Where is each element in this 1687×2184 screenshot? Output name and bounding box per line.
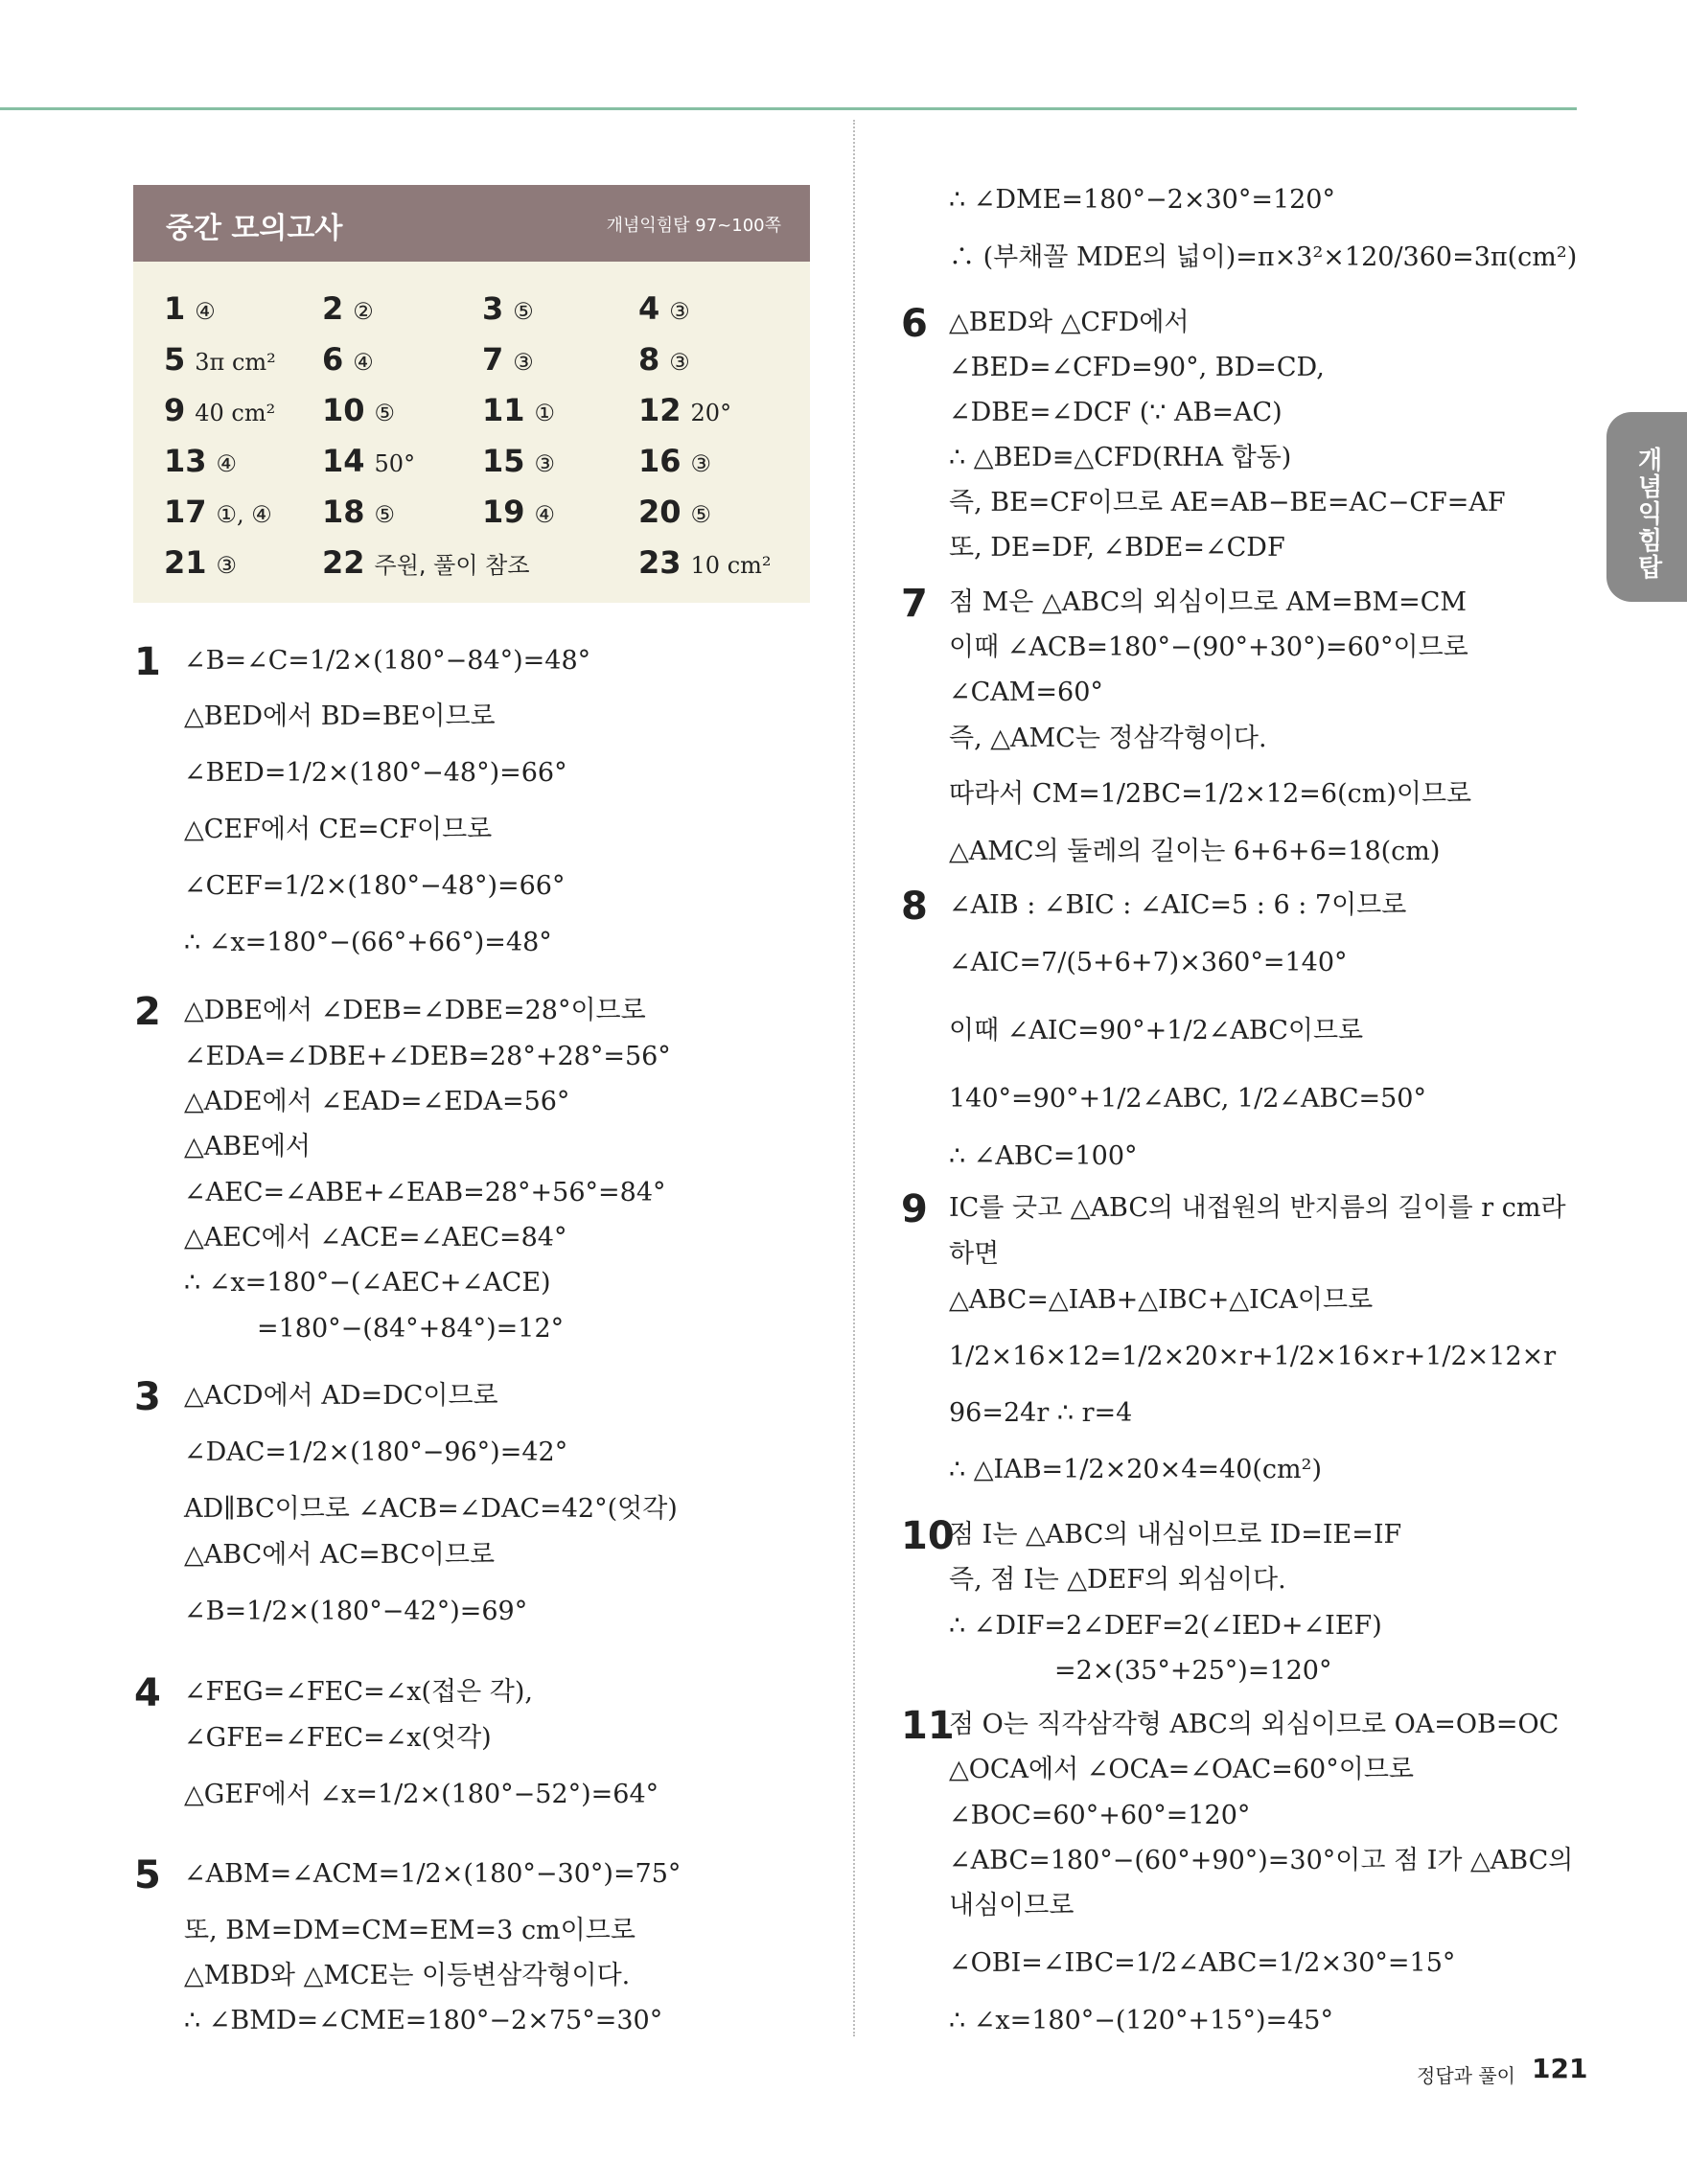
solution-line: ∠EDA=∠DBE+∠DEB=28°+28°=56° <box>184 1042 671 1071</box>
top-rule <box>0 107 1577 110</box>
solution-line: =2×(35°+25°)=120° <box>1054 1656 1332 1686</box>
solution-number: 4 <box>134 1671 161 1715</box>
solution-line: AD∥BC이므로 ∠ACB=∠DAC=42°(엇각) <box>184 1494 678 1524</box>
answer-10: 10 ⑤ <box>322 392 396 428</box>
solution-line: ∠BED=1/2×(180°−48°)=66° <box>184 758 567 788</box>
solution-line: ∴ ∠x=180°−(66°+66°)=48° <box>184 928 552 957</box>
answer-18: 18 ⑤ <box>322 494 396 530</box>
solution-line: ∴ (부채꼴 MDE의 넓이)=π×3²×120/360=3π(cm²) <box>949 242 1578 272</box>
solution-line: 이때 ∠ACB=180°−(90°+30°)=60°이므로 <box>949 632 1468 662</box>
solution-line: △ADE에서 ∠EAD=∠EDA=56° <box>184 1087 570 1116</box>
solution-line: 점 O는 직각삼각형 ABC의 외심이므로 OA=OB=OC <box>949 1710 1560 1739</box>
solution-line: 96=24r ∴ r=4 <box>949 1398 1133 1428</box>
answer-11: 11 ① <box>482 392 556 428</box>
solution-number: 2 <box>134 990 161 1034</box>
solution-line: ∠BOC=60°+60°=120° <box>949 1801 1251 1830</box>
exam-header <box>133 185 810 262</box>
exam-title: 중간 모의고사 <box>166 212 343 245</box>
page-number: 121 <box>1532 2053 1588 2084</box>
solution-line: 이때 ∠AIC=90°+1/2∠ABC이므로 <box>949 1016 1364 1046</box>
answer-19: 19 ④ <box>482 494 556 530</box>
solution-line: 140°=90°+1/2∠ABC, 1/2∠ABC=50° <box>949 1084 1426 1114</box>
solution-number: 11 <box>901 1704 955 1748</box>
column-divider <box>853 120 855 2036</box>
solution-line: ∠AIB : ∠BIC : ∠AIC=5 : 6 : 7이므로 <box>949 890 1407 920</box>
solution-line: ∠FEG=∠FEC=∠x(접은 각), <box>184 1677 533 1707</box>
solution-line: △ACD에서 AD=DC이므로 <box>184 1381 498 1411</box>
answer-12: 12 20° <box>638 392 732 428</box>
answer-box <box>133 262 810 603</box>
solution-line: △ABC에서 AC=BC이므로 <box>184 1540 496 1570</box>
solution-line: ∠CEF=1/2×(180°−48°)=66° <box>184 871 566 901</box>
solution-line: ∴ △IAB=1/2×20×4=40(cm²) <box>949 1455 1322 1484</box>
answer-7: 7 ③ <box>482 341 534 378</box>
answer-2: 2 ② <box>322 290 374 327</box>
solution-line: ∠DAC=1/2×(180°−96°)=42° <box>184 1437 568 1467</box>
solution-number: 6 <box>901 302 928 346</box>
solution-line: △GEF에서 ∠x=1/2×(180°−52°)=64° <box>184 1780 659 1809</box>
solution-line: 즉, 점 I는 △DEF의 외심이다. <box>949 1565 1286 1595</box>
solution-line: 또, BM=DM=CM=EM=3 cm이므로 <box>184 1916 636 1945</box>
solution-line: 내심이므로 <box>949 1891 1075 1920</box>
solution-line: ∴ ∠BMD=∠CME=180°−2×75°=30° <box>184 2006 663 2035</box>
solution-line: ∠AIC=7/(5+6+7)×360°=140° <box>949 948 1348 977</box>
solution-line: △AMC의 둘레의 길이는 6+6+6=18(cm) <box>949 837 1441 866</box>
solution-line: △ABE에서 <box>184 1132 311 1161</box>
solution-line: ∴ ∠DME=180°−2×30°=120° <box>949 185 1335 215</box>
solution-line: ∠GFE=∠FEC=∠x(엇각) <box>184 1723 492 1753</box>
answer-21: 21 ③ <box>164 544 238 581</box>
answer-8: 8 ③ <box>638 341 690 378</box>
solution-line: △MBD와 △MCE는 이등변삼각형이다. <box>184 1961 631 1990</box>
exam-ref: 개념익힘탑 97~100쪽 <box>606 216 781 236</box>
answer-5: 5 3π cm² <box>164 341 276 378</box>
solution-line: 1/2×16×12=1/2×20×r+1/2×16×r+1/2×12×r <box>949 1342 1557 1371</box>
solution-line: △DBE에서 ∠DEB=∠DBE=28°이므로 <box>184 996 646 1025</box>
answer-4: 4 ③ <box>638 290 690 327</box>
answer-20: 20 ⑤ <box>638 494 712 530</box>
solution-line: ∠ABC=180°−(60°+90°)=30°이고 점 I가 △ABC의 <box>949 1846 1574 1875</box>
solution-number: 8 <box>901 885 928 929</box>
solution-line: ∠B=∠C=1/2×(180°−84°)=48° <box>184 646 591 676</box>
side-tab <box>1606 412 1687 602</box>
solution-line: 따라서 CM=1/2BC=1/2×12=6(cm)이므로 <box>949 779 1472 809</box>
solution-line: ∠AEC=∠ABE+∠EAB=28°+56°=84° <box>184 1178 666 1207</box>
solution-line: △BED에서 BD=BE이므로 <box>184 701 496 731</box>
answer-1: 1 ④ <box>164 290 216 327</box>
solution-line: 점 I는 △ABC의 내심이므로 ID=IE=IF <box>949 1520 1402 1550</box>
solution-line: △ABC=△IAB+△IBC+△ICA이므로 <box>949 1285 1374 1315</box>
solution-line: 즉, BE=CF이므로 AE=AB−BE=AC−CF=AF <box>949 488 1506 517</box>
answer-9: 9 40 cm² <box>164 392 276 428</box>
solution-number: 9 <box>901 1187 928 1231</box>
solution-line: ∴ △BED≡△CFD(RHA 합동) <box>949 443 1292 472</box>
answer-15: 15 ③ <box>482 443 556 479</box>
solution-line: △OCA에서 ∠OCA=∠OAC=60°이므로 <box>949 1755 1414 1784</box>
solution-line: =180°−(84°+84°)=12° <box>257 1314 565 1344</box>
solution-line: ∠DBE=∠DCF (∵ AB=AC) <box>949 398 1283 427</box>
answer-22: 22 주원, 풀이 참조 <box>322 544 530 581</box>
solution-line: △BED와 △CFD에서 <box>949 308 1190 337</box>
solution-line: ∴ ∠DIF=2∠DEF=2(∠IED+∠IEF) <box>949 1611 1382 1641</box>
solution-number: 3 <box>134 1375 161 1419</box>
solution-line: ∠ABM=∠ACM=1/2×(180°−30°)=75° <box>184 1859 682 1889</box>
solution-line: ∠OBI=∠IBC=1/2∠ABC=1/2×30°=15° <box>949 1948 1456 1978</box>
solution-line: ∴ ∠x=180°−(120°+15°)=45° <box>949 2006 1333 2035</box>
answer-3: 3 ⑤ <box>482 290 534 327</box>
solution-line: IC를 긋고 △ABC의 내접원의 반지름의 길이를 r cm라 <box>949 1193 1566 1223</box>
solution-number: 1 <box>134 640 161 684</box>
answer-14: 14 50° <box>322 443 416 479</box>
solution-line: ∠B=1/2×(180°−42°)=69° <box>184 1597 528 1626</box>
solution-line: ∠CAM=60° <box>949 678 1103 707</box>
solution-number: 7 <box>901 582 928 626</box>
solution-line: 하면 <box>949 1239 1000 1269</box>
solution-line: 점 M은 △ABC의 외심이므로 AM=BM=CM <box>949 587 1467 617</box>
answer-13: 13 ④ <box>164 443 238 479</box>
solution-line: ∴ ∠x=180°−(∠AEC+∠ACE) <box>184 1268 551 1298</box>
solution-number: 10 <box>901 1514 955 1558</box>
solution-line: 또, DE=DF, ∠BDE=∠CDF <box>949 533 1285 563</box>
side-tab-label: 개념익힘탑 <box>1633 447 1662 581</box>
answer-6: 6 ④ <box>322 341 374 378</box>
answer-23: 23 10 cm² <box>638 544 772 581</box>
solution-line: ∴ ∠ABC=100° <box>949 1141 1138 1171</box>
footer-label: 정답과 풀이 <box>1417 2064 1515 2087</box>
solution-number: 5 <box>134 1853 161 1897</box>
solution-line: △AEC에서 ∠ACE=∠AEC=84° <box>184 1223 567 1253</box>
solution-line: 즉, △AMC는 정삼각형이다. <box>949 724 1267 753</box>
solution-line: ∠BED=∠CFD=90°, BD=CD, <box>949 353 1325 382</box>
answer-17: 17 ①, ④ <box>164 494 272 530</box>
solution-line: △CEF에서 CE=CF이므로 <box>184 815 493 844</box>
answer-16: 16 ③ <box>638 443 712 479</box>
